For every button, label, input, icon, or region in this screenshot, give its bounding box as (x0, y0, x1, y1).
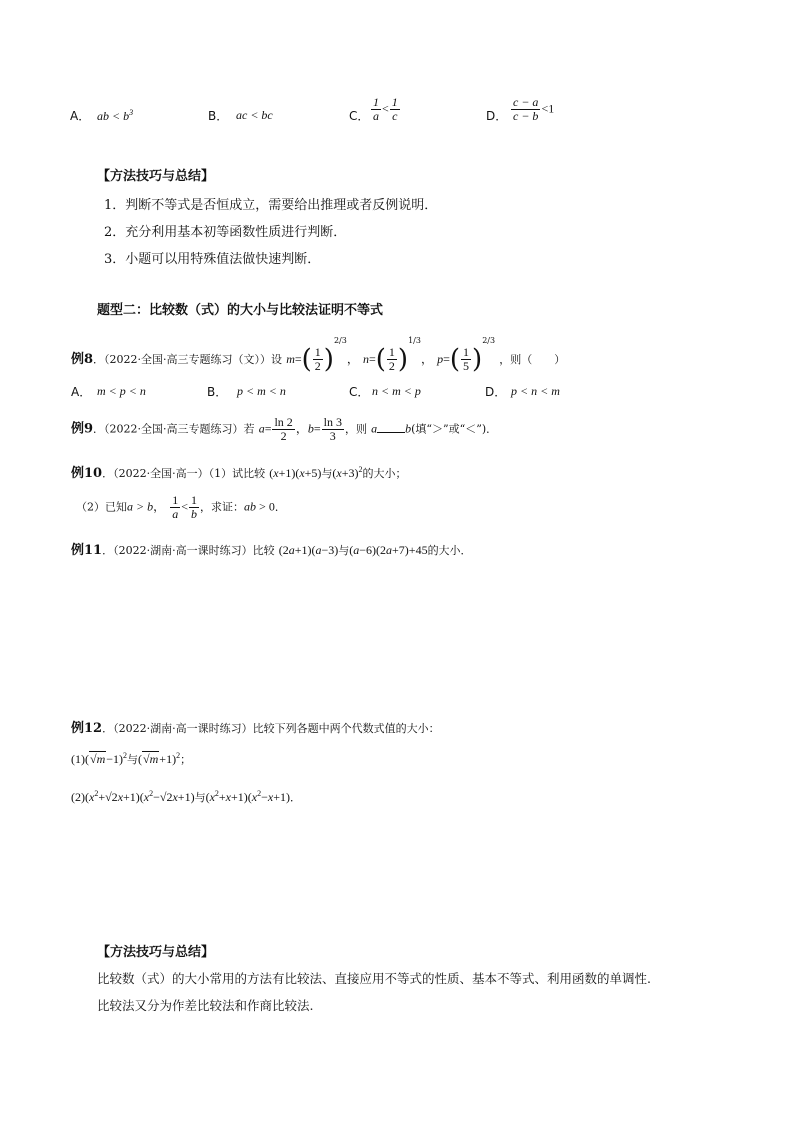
ex8-opt-a: m < p < n (97, 384, 146, 398)
ex8-opt-d: p < n < m (511, 384, 560, 398)
example-11: 例11．（2022·湖南·高一课时练习）比较 (2a+1)(a−3)与(a−6)(2a+7)+45的大小． (71, 543, 472, 558)
method2-line-2: 比较法又分为作差比较法和作商比较法. (97, 998, 314, 1013)
example-11-source: ．（2022·湖南·高一课时练习）比较 (102, 544, 275, 557)
example-10-mid: 与 (321, 467, 333, 480)
example-8-label: 例8 (71, 352, 94, 367)
ex8-opt-a-label: A． (71, 385, 92, 399)
ex8-opt-b: p < m < n (237, 384, 286, 398)
ex8-opt-c: n < m < p (372, 384, 421, 398)
method2-line-1: 比较数（式）的大小常用的方法有比较法、直接应用不等式的性质、基本不等式、利用函数的单调性. (97, 971, 651, 986)
q7-option-a: ab < $b^3$ (97, 108, 134, 123)
method1-item-1: 1．判断不等式是否恒成立，需要给出推理或者反例说明． (104, 198, 438, 213)
example-11-mid: 与 (338, 544, 350, 557)
example-12-part2: $(2)(x^2+√2x+1)(x^2-√2x+1)$与$(x^2+x+1)(x^2-x+1)$． (71, 789, 301, 804)
example-10-part2-end: ． (274, 500, 286, 514)
example-11-label: 例11 (71, 543, 103, 558)
ex8-opt-b-label: B． (207, 385, 228, 399)
q7-option-b: ac < bc (236, 108, 273, 122)
ex8-opt-c-label: C． (349, 385, 370, 399)
example-10-part2-mid: ，求证： (200, 500, 245, 514)
method1-item-2: 2．充分利用基本初等函数性质进行判断． (104, 225, 347, 240)
example-10-tail: 的大小； (362, 467, 407, 480)
example-9-label: 例9 (71, 421, 94, 437)
example-12-source: ．（2022·湖南·高一课时练习）比较下列各题中两个代数式值的大小： (102, 722, 440, 735)
example-8-source: ．（2022·全国·高三专题练习（文））设 (93, 353, 283, 366)
method1-item-3: 3．小题可以用特殊值法做快速判断． (104, 252, 321, 267)
example-11-tail: 的大小． (427, 544, 472, 557)
example-12-p1-mid: 与 (127, 753, 139, 766)
example-12-p2-end: ． (289, 791, 301, 804)
example-8-tail: ，则（ ） (499, 353, 566, 366)
example-9-source: ．（2022·全国·高三专题练习）若 (93, 422, 255, 436)
example-10-source: ．（2022·全国·高一）（1）试比较 (102, 467, 266, 480)
example-8: 例8．（2022·全国·高三专题练习（文））设 m=( $\frac{1}{2}$ )$^{2/3}$， n=( $\frac{1}{2}$ )$^{1/3}$， p=( $\frac{1}{5}$ )$^{2/3}$ ，则（ ） (71, 336, 566, 375)
example-12-p2-label: (2) (71, 790, 85, 804)
section2-title: 题型二：比较数（式）的大小与比较法证明不等式 (97, 303, 384, 318)
example-9-tail-pre: ，则 (344, 422, 367, 436)
example-12-p2-mid: 与 (194, 791, 206, 804)
q7-option-a-label: A． (70, 109, 91, 123)
method1-title: 【方法技巧与总结】 (97, 169, 215, 184)
example-10-part2-pre: （2）已知 (76, 500, 127, 514)
method2-title: 【方法技巧与总结】 (97, 945, 215, 960)
example-10-part2: （2）已知a > b， $\frac{1}{a}$ < $\frac{1}{b}$ ，求证：ab > 0． (76, 493, 286, 521)
answer-blank[interactable] (377, 420, 405, 433)
example-10-label: 例10 (71, 466, 103, 481)
example-12 (71, 717, 440, 736)
q7-option-c-label: C． (349, 109, 370, 123)
example-10: 例10．（2022·全国·高一）（1）试比较 (x+1)(x+5)与$(x+3)^2$的大小； (71, 465, 407, 481)
ex8-opt-d-label: D． (485, 385, 507, 399)
example-9: 例9．（2022·全国·高三专题练习）若 a= $\frac{\ln 2}{2}$ ，b= $\frac{\ln 3}{3}$ ，则 a b(填“＞”或“＜”)． (71, 415, 498, 443)
q7-option-b-label: B． (208, 109, 229, 123)
example-9-tail-post: (填“＞”或“＜”)． (411, 422, 498, 436)
q7-option-c: $\frac{1}{a}$ < $\frac{1}{c}$ (373, 95, 398, 123)
var-m: m (286, 352, 295, 366)
q7-option-d-label: D． (486, 109, 508, 123)
example-12-p1-end: ； (180, 753, 192, 766)
example-12-p1-label: (1) (71, 752, 85, 766)
q7-option-d: $\frac{c - a}{c - b}$ <1 (513, 95, 555, 123)
example-12-part1: $(1)(√m-1)^2$与$(√m+1)^2$； (71, 751, 192, 766)
example-12-label: 例12 (71, 721, 103, 736)
